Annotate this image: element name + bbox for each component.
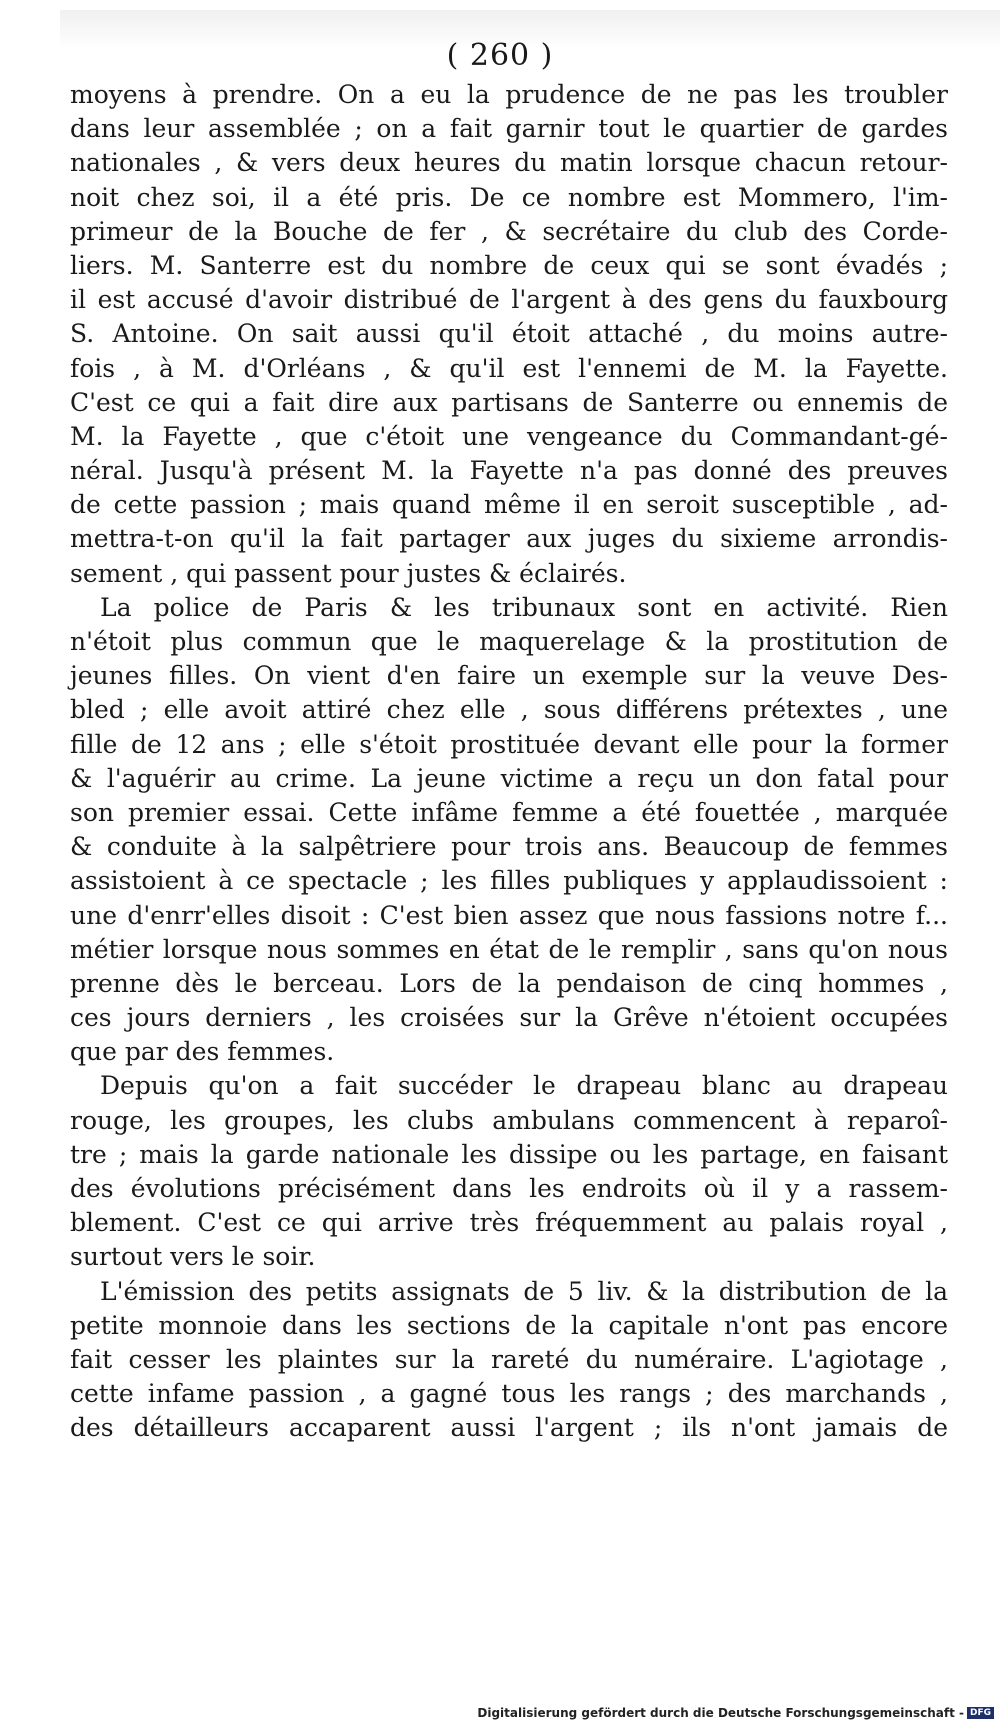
text-line: & l'aguérir au crime. La jeune victime a reçu un don fatal pour (70, 763, 948, 793)
text-line: fait cesser les plaintes sur la rareté du numéraire. L'agiotage , (70, 1344, 948, 1374)
text-line: S. Antoine. On sait aussi qu'il étoit attaché , du moins autre- (70, 319, 948, 349)
text-line: métier lorsque nous sommes en état de le remplir , sans qu'on nous (70, 934, 948, 964)
text-line: néral. Jusqu'à présent M. la Fayette n'a pas donné des preuves (70, 456, 948, 486)
text-line: tre ; mais la garde nationale les dissipe ou les partage, en faisant (70, 1139, 948, 1169)
text-line: liers. M. Santerre est du nombre de ceux qui se sont évadés ; (70, 250, 948, 280)
text-line: il est accusé d'avoir distribué de l'argent à des gens du fauxbourg (70, 285, 948, 315)
text-line: & conduite à la salpêtriere pour trois ans. Beaucoup de femmes (70, 832, 948, 862)
text-line: une d'enrr'elles disoit : C'est bien assez que nous fassions notre f... (70, 900, 948, 930)
text-line: des évolutions précisément dans les endroits où il y a rassem- (70, 1174, 948, 1203)
text-line: prenne dès le berceau. Lors de la pendaison de cinq hommes , (70, 968, 948, 998)
text-line: La police de Paris & les tribunaux sont en activité. Rien (100, 592, 948, 622)
text-line: blement. C'est ce qui arrive très fréquemment au palais royal , (70, 1208, 948, 1238)
text-line: cette infame passion , a gagné tous les rangs ; des marchands , (70, 1379, 948, 1409)
text-line: jeunes filles. On vient d'en faire un exemple sur la veuve Des- (70, 661, 948, 691)
text-line: bled ; elle avoit attiré chez elle , sous différens prétextes , une (70, 695, 948, 725)
text-line: rouge, les groupes, les clubs ambulans commencent à reparoî- (70, 1105, 948, 1135)
text-line: des détailleurs accaparent aussi l'argent ; ils n'ont jamais de (70, 1413, 948, 1443)
text-line: son premier essai. Cette infâme femme a été fouettée , marquée (70, 797, 948, 827)
text-line: de cette passion ; mais quand même il en seroit susceptible , ad- (70, 490, 948, 520)
text-line: Depuis qu'on a fait succéder le drapeau blanc au drapeau (100, 1071, 948, 1101)
text-line: assistoient à ce spectacle ; les filles publiques y applaudissoient : (70, 866, 948, 896)
text-line: noit chez soi, il a été pris. De ce nombre est Mommero, l'im- (70, 182, 948, 212)
text-line: petite monnoie dans les sections de la capitale n'ont pas encore (70, 1310, 948, 1340)
text-line: surtout vers le soir. (70, 1242, 316, 1272)
digitization-footer (477, 1706, 994, 1720)
text-line: que par des femmes. (70, 1037, 335, 1067)
text-line: nationales , & vers deux heures du matin lorsque chacun retour- (70, 148, 948, 178)
text-line: fois , à M. d'Orléans , & qu'il est l'ennemi de M. la Fayette. (70, 353, 948, 383)
text-line: n'étoit plus commun que le maquerelage & la prostitution de (70, 627, 948, 656)
text-line: ces jours derniers , les croisées sur la Grêve n'étoient occupées (70, 1003, 948, 1033)
text-line: dans leur assemblée ; on a fait garnir tout le quartier de gardes (70, 114, 948, 144)
text-line: sement , qui passent pour justes & éclairés. (70, 558, 627, 588)
text-line: C'est ce qui a fait dire aux partisans de Santerre ou ennemis de (70, 387, 948, 417)
text-line: mettra-t-on qu'il la fait partager aux juges du sixieme arrondis- (70, 524, 948, 554)
text-line: M. la Fayette , que c'étoit une vengeance du Commandant-gé- (70, 421, 948, 451)
page-number: ( 260 ) (446, 38, 554, 73)
text-line: fille de 12 ans ; elle s'étoit prostituée devant elle pour la former (70, 729, 948, 759)
text-line: primeur de la Bouche de fer , & secrétaire du club des Corde- (70, 216, 948, 246)
footer-credit: Digitalisierung gefördert durch die Deutsche Forschungsgemeinschaft - (477, 1706, 964, 1720)
text-line: moyens à prendre. On a eu la prudence de ne pas les troubler (70, 80, 948, 109)
dfg-logo-icon: DFG (967, 1707, 994, 1719)
text-line: L'émission des petits assignats de 5 liv. & la distribution de la (100, 1276, 948, 1306)
body-text (70, 78, 948, 1446)
